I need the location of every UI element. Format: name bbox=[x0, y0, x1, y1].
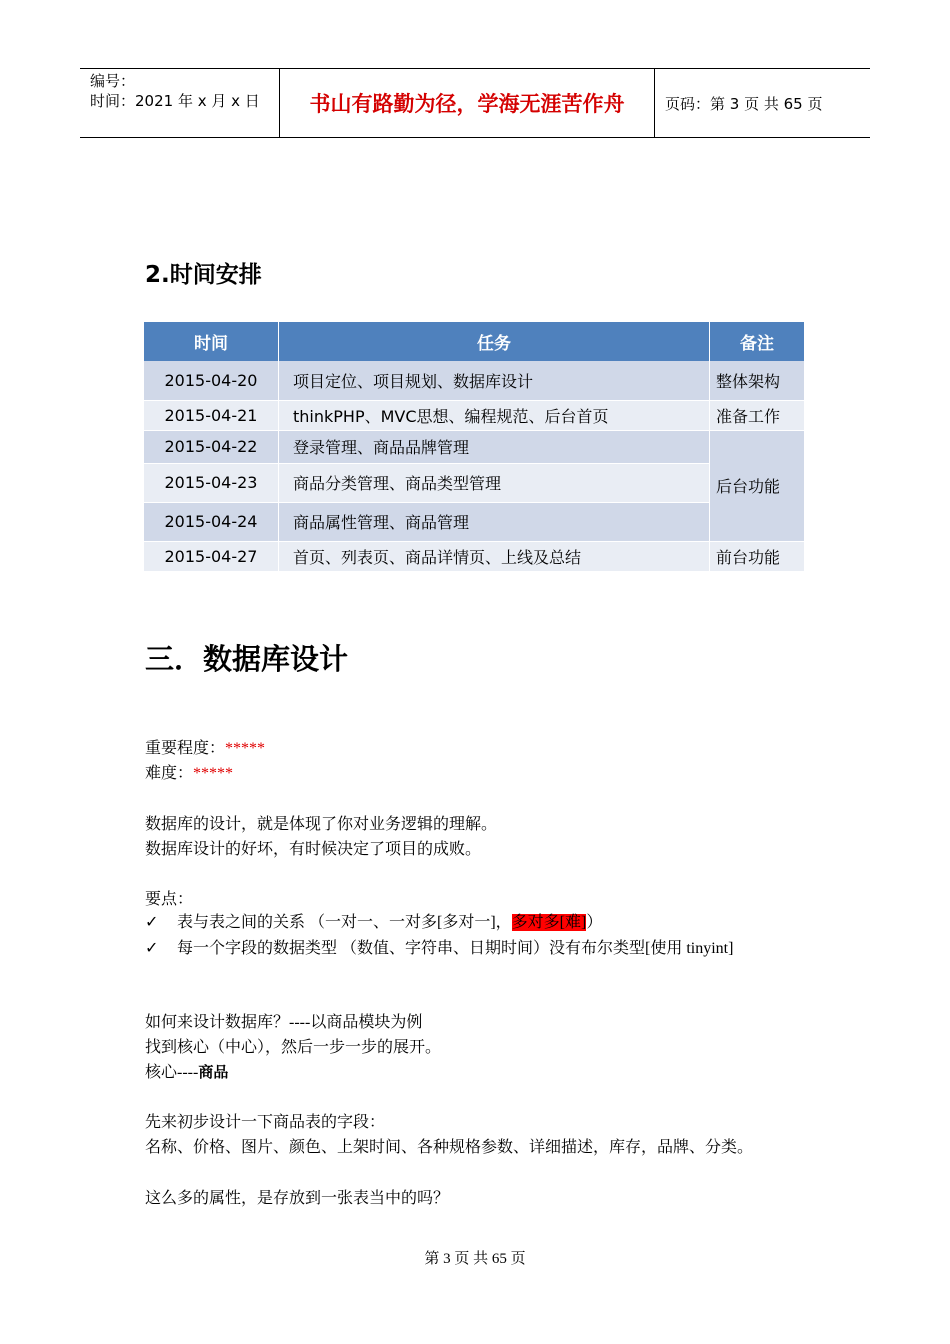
difficulty-label: 难度： bbox=[145, 765, 194, 782]
core-line bbox=[145, 1060, 228, 1085]
section-heading: 三．数据库设计 bbox=[145, 642, 349, 676]
column-header-task: 任务 bbox=[279, 322, 710, 361]
row-date: 2015-04-27 bbox=[144, 541, 279, 571]
table-row bbox=[144, 400, 805, 430]
para-line: 数据库设计的好坏，有时候决定了项目的成败。 bbox=[145, 841, 482, 858]
highlight-text: 多对多[难] bbox=[511, 914, 587, 931]
difficulty-stars: ***** bbox=[193, 765, 234, 782]
table-header-row bbox=[144, 322, 805, 361]
point-text: 每一个字段的数据类型 （数值、字符串、日期时间）没有布尔类型[使用 tinyint] bbox=[177, 940, 734, 957]
row-note: 整体架构 bbox=[710, 361, 805, 400]
core-prefix: 核心---- bbox=[145, 1064, 199, 1081]
importance-label: 重要程度： bbox=[145, 740, 226, 757]
table-row bbox=[144, 502, 805, 541]
core-bold: 商品 bbox=[198, 1063, 229, 1081]
points-label: 要点： bbox=[145, 891, 194, 908]
checkmark-icon: ✓ bbox=[145, 914, 159, 931]
row-task: 商品属性管理、商品管理 bbox=[279, 502, 710, 541]
row-note: 准备工作 bbox=[710, 400, 805, 430]
schedule-title: 2.时间安排 bbox=[145, 262, 262, 288]
para-line: 先来初步设计一下商品表的字段： bbox=[145, 1114, 386, 1131]
row-task: 项目定位、项目规划、数据库设计 bbox=[279, 361, 710, 400]
row-date: 2015-04-23 bbox=[144, 463, 279, 502]
table-row bbox=[144, 541, 805, 571]
row-task: thinkPHP、MVC思想、编程规范、后台首页 bbox=[279, 400, 710, 430]
para-line: 这么多的属性，是存放到一张表当中的吗？ bbox=[145, 1190, 450, 1207]
page-header bbox=[80, 68, 870, 138]
checkmark-icon: ✓ bbox=[145, 940, 159, 957]
table-row bbox=[144, 463, 805, 502]
importance-stars: ***** bbox=[225, 740, 266, 757]
row-date: 2015-04-22 bbox=[144, 430, 279, 463]
row-date: 2015-04-24 bbox=[144, 502, 279, 541]
header-meta bbox=[80, 69, 280, 137]
header-page-info: 页码：第 3 页 共 65 页 bbox=[665, 94, 823, 113]
header-number: 编号： bbox=[90, 72, 136, 90]
point-text: 表与表之间的关系 （一对一、一对多[多对一]， bbox=[177, 914, 512, 931]
importance-line bbox=[145, 736, 265, 761]
row-note: 前台功能 bbox=[710, 541, 805, 571]
difficulty-line bbox=[145, 761, 233, 786]
page-footer: 第 3 页 共 65 页 bbox=[424, 1251, 526, 1267]
point-item bbox=[145, 910, 602, 935]
table-row bbox=[144, 430, 805, 463]
row-task: 登录管理、商品品牌管理 bbox=[279, 430, 710, 463]
para-line: 找到核心（中心），然后一步一步的展开。 bbox=[145, 1039, 442, 1056]
point-suffix: ） bbox=[586, 914, 603, 931]
column-header-note: 备注 bbox=[710, 322, 805, 361]
row-task: 首页、列表页、商品详情页、上线及总结 bbox=[279, 541, 710, 571]
header-motto: 书山有路勤为径，学海无涯苦作舟 bbox=[280, 69, 655, 137]
row-date: 2015-04-21 bbox=[144, 400, 279, 430]
para-line: 如何来设计数据库？----以商品模块为例 bbox=[145, 1014, 423, 1031]
point-item bbox=[145, 936, 733, 961]
schedule-table bbox=[144, 322, 805, 572]
header-time: 时间：2021 年 x 月 x 日 bbox=[90, 92, 260, 110]
table-row bbox=[144, 361, 805, 400]
row-task: 商品分类管理、商品类型管理 bbox=[279, 463, 710, 502]
para-line: 数据库的设计，就是体现了你对业务逻辑的理解。 bbox=[145, 816, 498, 833]
para-line: 名称、价格、图片、颜色、上架时间、各种规格参数、详细描述，库存，品牌、分类。 bbox=[145, 1139, 754, 1156]
row-note: 后台功能 bbox=[710, 430, 805, 541]
column-header-time: 时间 bbox=[144, 322, 279, 361]
row-date: 2015-04-20 bbox=[144, 361, 279, 400]
